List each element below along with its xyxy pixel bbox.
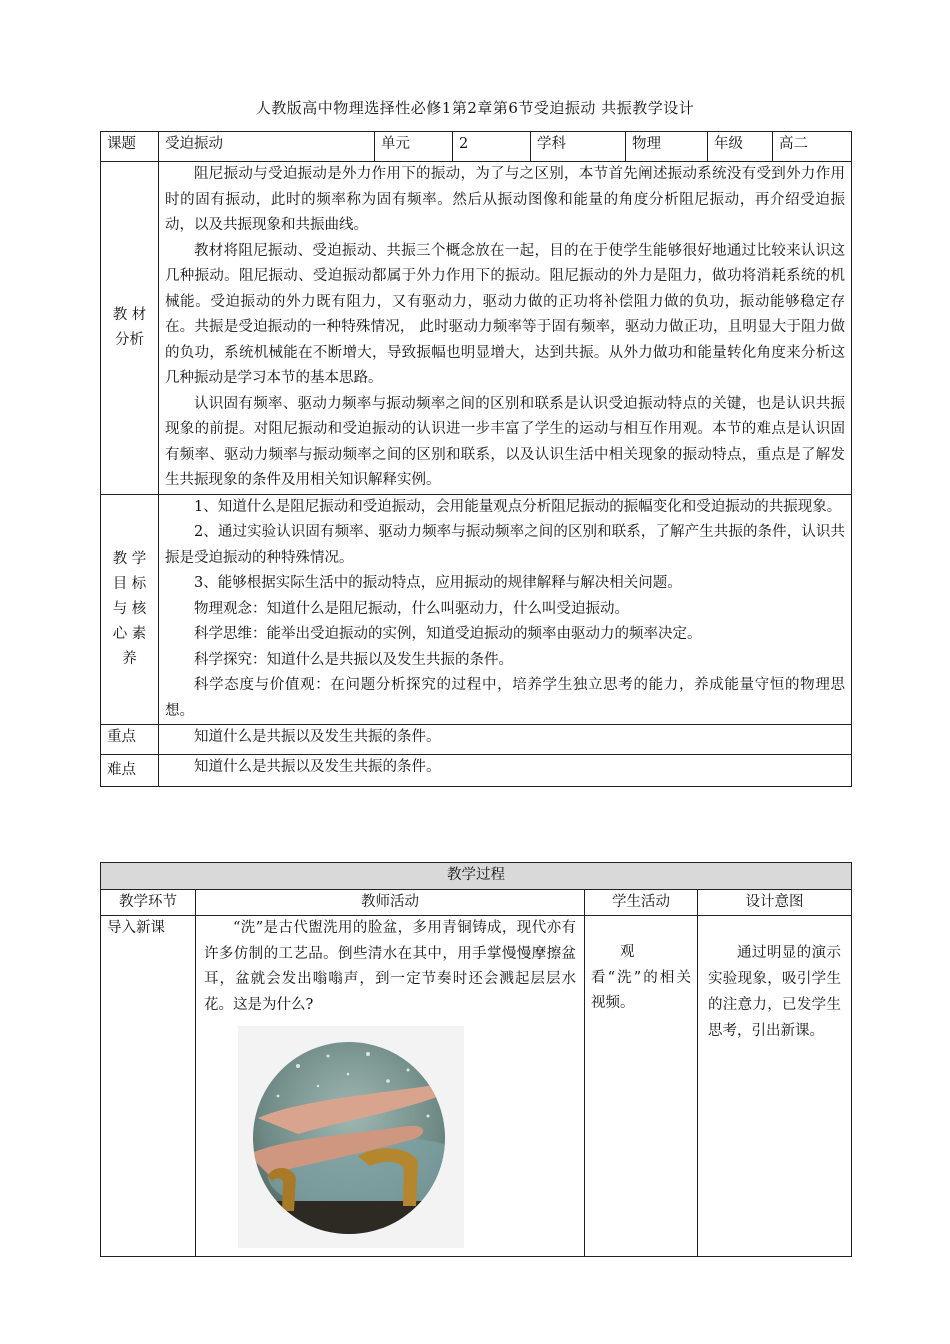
header-student: 学生活动 <box>585 889 698 916</box>
difficulty-label: 难点 <box>101 755 159 787</box>
goal-item: 科学思维：能举出受迫振动的实例，知道受迫振动的频率由驱动力的频率决定。 <box>194 626 702 642</box>
lesson-info-table <box>100 131 852 787</box>
goal-item: 2、通过实验认识固有频率、驱动力频率与振动频率之间的区别和联系，了解产生共振的条件，认识共振是受迫振动的种特殊情况。 <box>165 524 845 566</box>
grade-value: 高二 <box>773 132 852 162</box>
unit-label: 单元 <box>375 132 453 162</box>
student-cell <box>585 916 698 1257</box>
header-intent: 设计意图 <box>698 889 852 916</box>
stage-cell: 导入新课 <box>101 916 196 1257</box>
header-teacher: 教师活动 <box>196 889 585 916</box>
material-paragraph: 教材将阻尼振动、受迫振动、共振三个概念放在一起，目的在于使学生能够很好地通过比较来认识这几种振动。阻尼振动、受迫振动都属于外力作用下的振动。阻尼振动的外力是阻力，做功将消耗系统的机械能。受迫振动的外力既有阻力，又有驱动力，驱动力做的正功将补偿阻力做的负功，振动能够稳定存在。共振是受迫振动的一种特殊情况， 此时驱动力频率等于固有频率，驱动力做正功，且明显大于阻力做的负功，系统机械能在不断增大，导致振幅也明显增大，达到共振。从外力做功和能量转化角度来分析这几种振动是学习本节的基本思路。 <box>165 242 845 386</box>
goal-item: 1、知道什么是阻尼振动和受迫振动，会用能量观点分析阻尼振动的振幅变化和受迫振动的共振现象。 <box>194 498 842 515</box>
teaching-process-table <box>100 862 852 1257</box>
topic-label: 课题 <box>101 132 159 162</box>
process-header-row <box>101 889 852 916</box>
material-content <box>159 162 852 495</box>
material-paragraph: 阻尼振动与受迫振动是外力作用下的振动，为了与之区别，本节首先阐述振动系统没有受到外力作用时的固有振动，此时的频率称为固有频率。然后从振动图像和能量的角度分析阻尼振动，再介绍受迫振动，以及共振现象和共振曲线。 <box>165 166 845 233</box>
teacher-activity-text: “洗”是古代盥洗用的脸盆，多用青铜铸成，现代亦有许多仿制的工艺品。倒些清水在其中，用手掌慢慢摩擦盆耳，盆就会发出嗡嗡声，到一定节奏时还会溅起层层水花。这是为什么? <box>204 920 576 1013</box>
header-stage: 教学环节 <box>101 889 196 916</box>
process-title-row <box>101 863 852 890</box>
unit-value: 2 <box>453 132 531 162</box>
key-point-label: 重点 <box>101 725 159 755</box>
material-label: 教 材 分析 <box>101 162 159 495</box>
goal-item: 物理观念：知道什么是阻尼振动，什么叫驱动力，什么叫受迫振动。 <box>194 600 629 617</box>
key-point-text: 知道什么是共振以及发生共振的条件。 <box>194 729 441 745</box>
process-row <box>101 916 852 1257</box>
goals-content <box>159 494 852 725</box>
goals-label: 教 学 目 标 与 核 心 素 养 <box>101 494 159 725</box>
topic-value: 受迫振动 <box>159 132 375 162</box>
process-title: 教学过程 <box>101 863 852 890</box>
difficulty-row <box>101 755 852 787</box>
material-row <box>101 162 852 495</box>
goals-row <box>101 494 852 725</box>
goal-item: 3、能够根据实际生活中的振动特点，应用振动的规律解释与解决相关问题。 <box>194 575 682 591</box>
grade-label: 年级 <box>708 132 773 162</box>
material-paragraph: 认识固有频率、驱动力频率与振动频率之间的区别和联系是认识受迫振动特点的关键，也是认识共振现象的前提。对阻尼振动和受迫振动的认识进一步丰富了学生的运动与相互作用观。本节的难点是认识固有频率、驱动力频率与振动频率之间的区别和联系，以及认识生活中相关现象的振动特点，重点是了解发生共振现象的条件及用相关知识解释实例。 <box>165 395 845 488</box>
subject-value: 物理 <box>626 132 708 162</box>
basin-photo <box>238 1026 464 1248</box>
intent-cell <box>698 916 852 1257</box>
key-point-row <box>101 725 852 755</box>
subject-label: 学科 <box>531 132 626 162</box>
info-row <box>101 132 852 162</box>
design-intent-text: 通过明显的演示实验现象，吸引学生的注意力，已发学生思考，引出新课。 <box>708 945 841 1039</box>
student-activity-text: 观看“洗”的相关视频。 <box>591 944 691 1011</box>
teacher-cell <box>196 916 585 1257</box>
goal-item: 科学态度与价值观：在问题分析探究的过程中，培养学生独立思考的能力，养成能量守恒的物理思想。 <box>165 677 845 719</box>
difficulty-text: 知道什么是共振以及发生共振的条件。 <box>194 759 441 775</box>
document-title: 人教版高中物理选择性必修1第2章第6节受迫振动 共振教学设计 <box>255 99 695 117</box>
basin-photo-image <box>238 1026 464 1248</box>
goal-item: 科学探究：知道什么是共振以及发生共振的条件。 <box>194 651 513 668</box>
